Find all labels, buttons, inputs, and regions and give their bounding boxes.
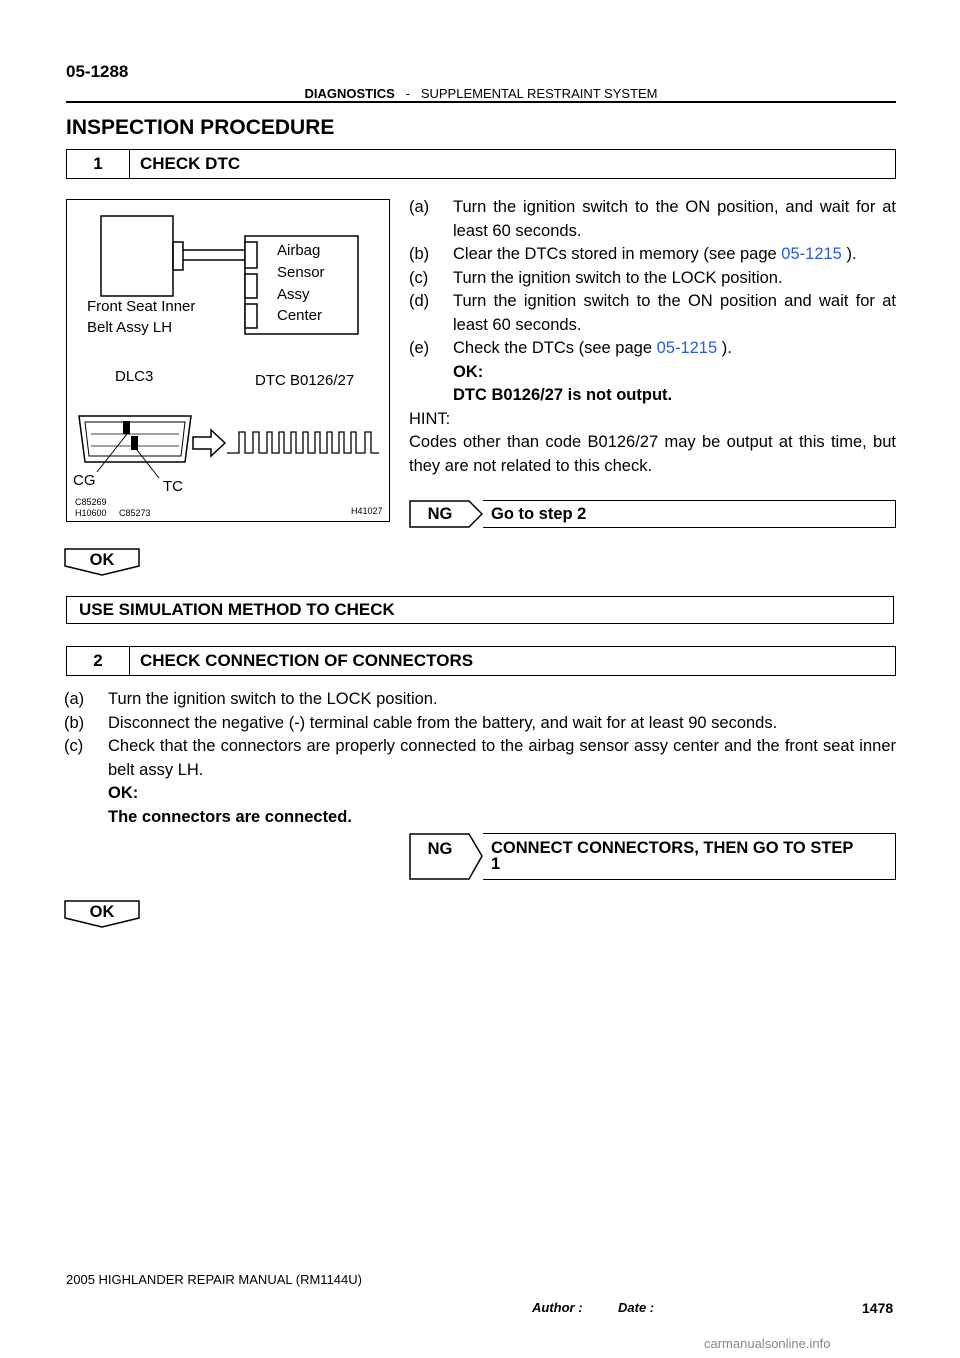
step-2-item-a: (a) Turn the ignition switch to the LOCK position.: [64, 690, 438, 708]
ng-tag: NG: [409, 500, 483, 528]
step-1-title: CHECK DTC: [140, 154, 241, 173]
step-1-bar: [66, 149, 896, 179]
ng-action[interactable]: Go to step 2: [483, 500, 896, 528]
author-label: Author :: [532, 1300, 583, 1315]
airbag-label-3: Assy: [277, 286, 310, 303]
step-1-item-a: (a) Turn the ignition switch to the ON position, and wait for at least 60 seconds.: [409, 198, 896, 240]
step-1-item-c: (c) Turn the ignition switch to the LOCK position.: [409, 268, 783, 287]
figure-code-4: H41027: [351, 506, 383, 516]
ok-text: DTC B0126/27 is not output.: [453, 386, 673, 404]
ng-action-2[interactable]: CONNECT CONNECTORS, THEN GO TO STEP 1: [483, 833, 896, 880]
ok-result-tag: OK: [64, 548, 140, 576]
ok-label: OK:: [453, 362, 484, 381]
simulation-bar: USE SIMULATION METHOD TO CHECK: [66, 596, 894, 624]
airbag-label-1: Airbag: [277, 242, 321, 259]
cg-label: CG: [73, 472, 96, 489]
step-2-item-b: (b) Disconnect the negative (-) terminal cable from the battery, and wait for at least 90 seconds.: [64, 713, 778, 732]
dtc-label: DTC B0126/27: [255, 372, 355, 389]
page-number: 05-1288: [66, 62, 129, 81]
header-separator: -: [405, 86, 410, 101]
step-2-instructions: [64, 688, 896, 829]
manual-footer: 2005 HIGHLANDER REPAIR MANUAL (RM1144U): [66, 1272, 362, 1287]
figure-code-1: C85269: [75, 497, 107, 507]
step-1-instructions: [409, 196, 896, 478]
ok-label-2: OK:: [108, 784, 139, 802]
figure-code-2: H10600: [75, 508, 107, 518]
dlc3-label: DLC3: [115, 368, 154, 385]
ok-text-2: The connectors are connected.: [108, 807, 352, 826]
step-1-number: 1: [67, 150, 130, 178]
page-title: INSPECTION PROCEDURE: [66, 116, 335, 139]
figure-code-3: C85273: [119, 508, 151, 518]
header-section: DIAGNOSTICS: [304, 86, 395, 101]
date-label: Date :: [618, 1300, 655, 1315]
tc-label: TC: [163, 478, 183, 495]
running-header: [66, 86, 896, 101]
hint-label: HINT:: [409, 409, 451, 428]
step-2-item-c: (c) Check that the connectors are properly connected to the airbag sensor assy center and the front seat inner belt assy LH.: [64, 737, 896, 779]
page-link[interactable]: 05-1215: [781, 245, 842, 263]
wiring-illustration: [67, 200, 389, 521]
dtc-figure: [66, 199, 390, 522]
watermark: carmanualsonline.info: [704, 1336, 831, 1351]
airbag-label-4: Center: [277, 307, 323, 324]
page-link[interactable]: 05-1215: [656, 339, 718, 357]
header-rule: [66, 101, 896, 103]
header-subsection: SUPPLEMENTAL RESTRAINT SYSTEM: [420, 86, 658, 101]
step-1-item-d: (d) Turn the ignition switch to the ON position and wait for at least 60 seconds.: [409, 292, 896, 334]
front-seat-label-1: Front Seat Inner: [87, 298, 196, 315]
step-2-title: CHECK CONNECTION OF CONNECTORS: [140, 651, 474, 670]
step-1-item-e: (e) Check the DTCs (see page 05-1215 ).: [409, 339, 732, 357]
step-1-item-b: (b) Clear the DTCs stored in memory (see page 05-1215 ).: [409, 245, 857, 263]
airbag-label-2: Sensor: [277, 264, 325, 281]
step-1-ng-result: [409, 500, 896, 528]
footer-page-number: 1478: [862, 1300, 894, 1316]
step-2-bar: [66, 646, 896, 676]
ng-tag: NG: [409, 833, 483, 880]
step-2-ng-result: [409, 833, 896, 880]
front-seat-label-2: Belt Assy LH: [87, 319, 173, 336]
hint-text: Codes other than code B0126/27 may be output at this time, but they are not related to this check.: [409, 433, 896, 475]
ok-result-tag-2: OK: [64, 900, 140, 928]
step-2-number: 2: [67, 647, 130, 675]
